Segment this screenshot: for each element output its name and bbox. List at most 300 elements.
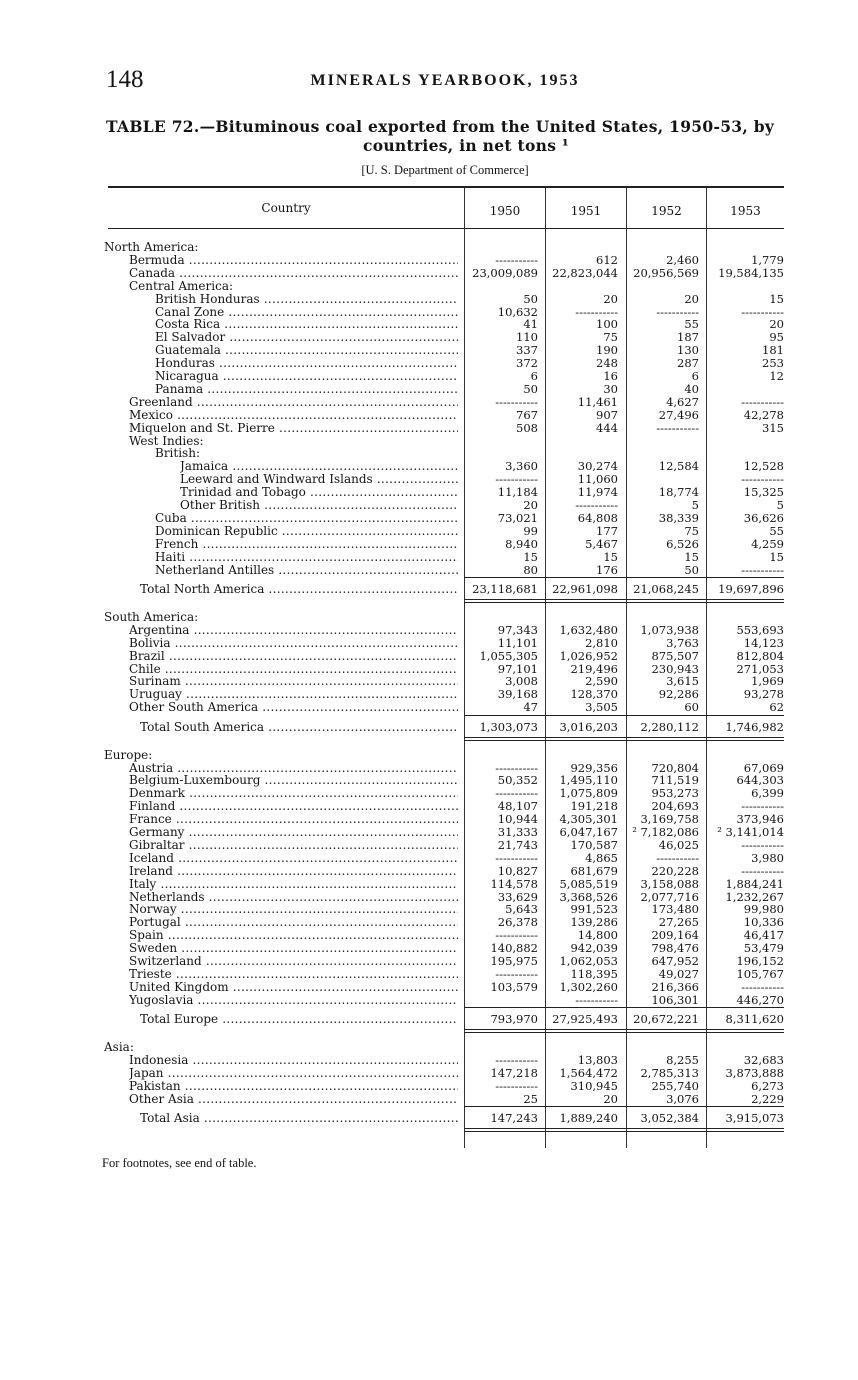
cell-1952: 209,164 bbox=[651, 928, 699, 943]
cell-1953: 1,779 bbox=[751, 252, 784, 267]
cell-1950: 15 bbox=[523, 549, 538, 564]
row-label: Greenland ..... bbox=[129, 396, 458, 409]
cell-1953: 1,746,982 bbox=[725, 719, 784, 734]
cell-1950: 99 bbox=[523, 523, 538, 538]
row-label: British Honduras ..... bbox=[155, 293, 458, 306]
cell-1950: 147,243 bbox=[490, 1111, 538, 1126]
cell-1951: ----------- bbox=[575, 498, 618, 512]
row-label: Trinidad and Tobago ..... bbox=[180, 486, 458, 499]
row-label: French ..... bbox=[155, 538, 458, 551]
total-rule-double bbox=[464, 602, 784, 603]
row-label: Nicaragua ..... bbox=[155, 370, 458, 383]
row-label: Spain ..... bbox=[129, 929, 458, 942]
cell-1950: ----------- bbox=[495, 472, 538, 487]
cell-1952: 5 bbox=[691, 498, 699, 512]
cell-1953: 181 bbox=[762, 343, 784, 358]
cell-1953: 12 bbox=[769, 369, 784, 383]
cell-1950: 41 bbox=[523, 317, 538, 332]
cell-1950: 47 bbox=[523, 700, 538, 715]
cell-1953: 1,969 bbox=[751, 674, 784, 689]
cell-1953: 8,311,620 bbox=[725, 1012, 784, 1027]
cell-1950: ----------- bbox=[495, 786, 538, 801]
total-rule-bottom bbox=[464, 1029, 784, 1030]
cell-1953: 3,915,073 bbox=[725, 1111, 784, 1126]
cell-1950: 147,218 bbox=[490, 1065, 538, 1080]
column-header-1953: 1953 bbox=[730, 204, 761, 218]
cell-1950: 11,184 bbox=[497, 485, 538, 500]
cell-1950: ----------- bbox=[495, 252, 538, 267]
cell-1952: 12,584 bbox=[658, 459, 699, 474]
cell-1953: 253 bbox=[762, 356, 784, 371]
cell-1953: 4,259 bbox=[751, 536, 784, 551]
cell-1952: 2,280,112 bbox=[640, 719, 699, 734]
row-label: Other British ..... bbox=[180, 499, 458, 512]
table-row bbox=[0, 499, 858, 512]
table-row bbox=[0, 981, 858, 994]
table-row bbox=[0, 637, 858, 650]
table-row bbox=[0, 942, 858, 955]
cell-1953: 42,278 bbox=[743, 407, 784, 422]
cell-1953: 19,697,896 bbox=[718, 581, 784, 596]
cell-1951: 310,945 bbox=[570, 1078, 618, 1093]
row-label: Leeward and Windward Islands ..... bbox=[180, 473, 458, 486]
cell-1950: 372 bbox=[516, 356, 538, 371]
cell-1951: 5,467 bbox=[585, 536, 618, 551]
cell-1951: ----------- bbox=[575, 992, 618, 1007]
table-row bbox=[0, 1080, 858, 1093]
table-row bbox=[0, 701, 858, 714]
table-row bbox=[0, 1093, 858, 1106]
total-rule-double bbox=[464, 1131, 784, 1132]
cell-1951: 1,564,472 bbox=[559, 1065, 618, 1080]
cell-1952: 18,774 bbox=[658, 485, 699, 500]
row-label: Other South America ..... bbox=[129, 701, 458, 714]
cell-1951: 991,523 bbox=[570, 902, 618, 917]
cell-1950: 23,118,681 bbox=[472, 581, 538, 596]
cell-1953: 19,584,135 bbox=[718, 265, 784, 280]
cell-1950: 97,101 bbox=[497, 661, 538, 676]
cell-1952: 38,339 bbox=[658, 510, 699, 525]
running-head: MINERALS YEARBOOK, 1953 bbox=[310, 72, 580, 89]
cell-1952: 255,740 bbox=[651, 1078, 699, 1093]
table-row bbox=[0, 306, 858, 319]
cell-1952: 1,073,938 bbox=[640, 622, 699, 637]
cell-1952: 711,519 bbox=[651, 773, 699, 788]
table-row bbox=[0, 357, 858, 370]
total-rule-double bbox=[464, 1032, 784, 1033]
table-row bbox=[0, 396, 858, 409]
cell-1953: 15 bbox=[769, 549, 784, 564]
cell-1952: ² 7,182,086 bbox=[632, 825, 699, 839]
table-row bbox=[0, 344, 858, 357]
row-label: Panama ..... bbox=[155, 383, 458, 396]
table-row bbox=[0, 852, 858, 865]
cell-1951: 75 bbox=[603, 330, 618, 345]
cell-1950: ----------- bbox=[495, 928, 538, 943]
table-row bbox=[0, 1067, 858, 1080]
cell-1950: 48,107 bbox=[497, 799, 538, 814]
cell-1951: 1,889,240 bbox=[559, 1111, 618, 1126]
cell-1950: 23,009,089 bbox=[472, 265, 538, 280]
cell-1953: 553,693 bbox=[736, 622, 784, 637]
table-header-rule bbox=[108, 228, 784, 229]
cell-1950: 1,055,305 bbox=[479, 648, 538, 663]
cell-1951: 1,302,260 bbox=[559, 979, 618, 994]
row-label: British: bbox=[155, 447, 200, 461]
cell-1952: 3,169,758 bbox=[640, 812, 699, 827]
cell-1951: 22,961,098 bbox=[552, 581, 618, 596]
cell-1951: 1,632,480 bbox=[559, 622, 618, 637]
cell-1950: 25 bbox=[523, 1091, 538, 1106]
cell-1952: 20,956,569 bbox=[633, 265, 699, 280]
cell-1953: 1,232,267 bbox=[725, 889, 784, 904]
table-title-line-2: countries, in net tons ¹ bbox=[362, 136, 570, 155]
table-title bbox=[106, 117, 786, 155]
cell-1953: 196,152 bbox=[736, 954, 784, 968]
cell-1953: ----------- bbox=[741, 394, 784, 409]
cell-1951: 3,016,203 bbox=[559, 719, 618, 734]
table-row bbox=[0, 538, 858, 551]
row-label: Finland ..... bbox=[129, 800, 458, 813]
row-label: Austria ..... bbox=[129, 762, 458, 775]
cell-1950: 10,632 bbox=[497, 304, 538, 319]
row-label: Total North America ..... bbox=[140, 582, 458, 597]
table-row bbox=[0, 460, 858, 473]
cell-1951: 444 bbox=[596, 420, 618, 435]
cell-1953: ----------- bbox=[741, 472, 784, 487]
cell-1950: 8,940 bbox=[505, 536, 538, 551]
cell-1951: 27,925,493 bbox=[552, 1012, 618, 1027]
cell-1952: 2,077,716 bbox=[640, 889, 699, 904]
cell-1953: 99,980 bbox=[743, 902, 784, 917]
table-row bbox=[0, 891, 858, 904]
cell-1952: 106,301 bbox=[651, 992, 699, 1007]
table-row bbox=[0, 865, 858, 878]
table-row bbox=[0, 663, 858, 676]
cell-1953: 5 bbox=[776, 498, 784, 512]
table-title-line-1: TABLE 72.—Bituminous coal exported from the United States, 1950-53, by bbox=[106, 117, 775, 136]
row-label: Iceland ..... bbox=[129, 852, 458, 865]
cell-1950: ----------- bbox=[495, 850, 538, 865]
cell-1953: 6,273 bbox=[751, 1078, 784, 1093]
row-label: Guatemala ..... bbox=[155, 344, 458, 357]
cell-1950: 337 bbox=[516, 343, 538, 358]
row-label: Japan ..... bbox=[129, 1067, 458, 1080]
total-rule-top bbox=[464, 1007, 784, 1008]
cell-1951: 190 bbox=[596, 343, 618, 358]
cell-1950: 1,303,073 bbox=[479, 719, 538, 734]
cell-1950: 140,882 bbox=[490, 941, 538, 956]
row-label: El Salvador ..... bbox=[155, 331, 458, 344]
row-label: Germany ..... bbox=[129, 826, 458, 839]
cell-1951: 3,505 bbox=[585, 700, 618, 715]
cell-1951: 20 bbox=[603, 291, 618, 306]
row-label: Ireland ..... bbox=[129, 865, 458, 878]
cell-1950: 73,021 bbox=[497, 510, 538, 525]
table-row bbox=[0, 839, 858, 852]
cell-1953: 3,873,888 bbox=[725, 1065, 784, 1080]
row-label: Switzerland ..... bbox=[129, 955, 458, 968]
row-label: Other Asia ..... bbox=[129, 1093, 458, 1106]
row-label: Portugal ..... bbox=[129, 916, 458, 929]
cell-1951: 15 bbox=[603, 549, 618, 564]
total-rule-double bbox=[464, 740, 784, 741]
cell-1950: 50 bbox=[523, 291, 538, 306]
cell-1953: 32,683 bbox=[743, 1053, 784, 1067]
row-label: Argentina ..... bbox=[129, 624, 458, 637]
table-row bbox=[0, 650, 858, 663]
cell-1951: 1,075,809 bbox=[559, 786, 618, 801]
cell-1952: 875,507 bbox=[651, 648, 699, 663]
row-label: Honduras ..... bbox=[155, 357, 458, 370]
cell-1951: 30 bbox=[603, 381, 618, 396]
table-row bbox=[0, 370, 858, 383]
cell-1952: 6 bbox=[691, 369, 699, 383]
column-header-1952: 1952 bbox=[651, 204, 682, 218]
table-row bbox=[0, 968, 858, 981]
cell-1951: 13,803 bbox=[577, 1053, 618, 1067]
cell-1953: ----------- bbox=[741, 863, 784, 878]
cell-1953: 14,123 bbox=[743, 635, 784, 650]
cell-1950: 103,579 bbox=[490, 979, 538, 994]
cell-1953: 10,336 bbox=[743, 915, 784, 930]
total-row bbox=[0, 582, 858, 597]
row-label: Yugoslavia ..... bbox=[129, 994, 458, 1007]
cell-1952: ----------- bbox=[656, 850, 699, 865]
row-label: Europe: bbox=[104, 748, 153, 762]
row-label: Bolivia ..... bbox=[129, 637, 458, 650]
row-label: Surinam ..... bbox=[129, 675, 458, 688]
cell-1953: ----------- bbox=[741, 304, 784, 319]
row-label: Central America: bbox=[129, 279, 234, 293]
cell-1953: 373,946 bbox=[736, 812, 784, 827]
row-label: Denmark ..... bbox=[129, 787, 458, 800]
row-label: Total Europe ..... bbox=[140, 1012, 458, 1027]
cell-1950: 33,629 bbox=[497, 889, 538, 904]
cell-1951: 5,085,519 bbox=[559, 876, 618, 891]
cell-1951: 191,218 bbox=[570, 799, 618, 814]
cell-1953: 67,069 bbox=[743, 760, 784, 775]
cell-1953: 105,767 bbox=[736, 966, 784, 981]
cell-1952: 6,526 bbox=[666, 536, 699, 551]
cell-1951: 11,461 bbox=[577, 394, 618, 409]
row-label: Canal Zone ..... bbox=[155, 306, 458, 319]
cell-1952: 204,693 bbox=[651, 799, 699, 814]
total-rule-top bbox=[464, 715, 784, 716]
cell-1951: 176 bbox=[596, 562, 618, 577]
cell-1953: 55 bbox=[769, 523, 784, 538]
row-label: Dominican Republic ..... bbox=[155, 525, 458, 538]
table-row bbox=[0, 994, 858, 1007]
cell-1953: 812,804 bbox=[736, 648, 784, 663]
section-heading-row bbox=[0, 749, 858, 762]
cell-1951: 170,587 bbox=[570, 837, 618, 852]
table-row bbox=[0, 564, 858, 577]
row-label: Costa Rica ..... bbox=[155, 318, 458, 331]
cell-1952: 4,627 bbox=[666, 394, 699, 409]
table-row bbox=[0, 254, 858, 267]
table-row bbox=[0, 409, 858, 422]
cell-1953: 6,399 bbox=[751, 786, 784, 801]
cell-1950: 10,827 bbox=[497, 863, 538, 878]
cell-1952: 220,228 bbox=[651, 863, 699, 878]
row-label: Netherlands ..... bbox=[129, 891, 458, 904]
row-label: Gibraltar ..... bbox=[129, 839, 458, 852]
cell-1952: 187 bbox=[677, 330, 699, 345]
cell-1951: 20 bbox=[603, 1091, 618, 1106]
table-row bbox=[0, 525, 858, 538]
cell-1951: 11,974 bbox=[577, 485, 618, 500]
row-label: United Kingdom ..... bbox=[129, 981, 458, 994]
cell-1950: 31,333 bbox=[497, 825, 538, 839]
table-row bbox=[0, 267, 858, 280]
cell-1951: 942,039 bbox=[570, 941, 618, 956]
total-rule-top bbox=[464, 1106, 784, 1107]
table-row bbox=[0, 955, 858, 968]
cell-1953: 315 bbox=[762, 420, 784, 435]
row-label: Belgium-Luxembourg ..... bbox=[129, 774, 458, 787]
cell-1951: 128,370 bbox=[570, 687, 618, 702]
total-rule-top bbox=[464, 577, 784, 578]
table-row bbox=[0, 473, 858, 486]
table-row bbox=[0, 383, 858, 396]
cell-1952: 230,943 bbox=[651, 661, 699, 676]
cell-1950: 110 bbox=[516, 330, 538, 345]
cell-1950: 114,578 bbox=[490, 876, 538, 891]
cell-1951: 3,368,526 bbox=[559, 889, 618, 904]
cell-1950: 10,944 bbox=[497, 812, 538, 827]
cell-1953: ----------- bbox=[741, 837, 784, 852]
cell-1953: 95 bbox=[769, 330, 784, 345]
cell-1952: 2,785,313 bbox=[640, 1065, 699, 1080]
cell-1950: ----------- bbox=[495, 394, 538, 409]
cell-1951: 100 bbox=[596, 317, 618, 332]
cell-1952: 173,480 bbox=[651, 902, 699, 917]
table-row bbox=[0, 787, 858, 800]
table-row bbox=[0, 800, 858, 813]
cell-1952: 20 bbox=[684, 291, 699, 306]
row-label: South America: bbox=[104, 610, 199, 624]
cell-1950: 767 bbox=[516, 407, 538, 422]
cell-1951: 219,496 bbox=[570, 661, 618, 676]
cell-1952: 130 bbox=[677, 343, 699, 358]
table-row bbox=[0, 878, 858, 891]
cell-1951: 1,062,053 bbox=[559, 954, 618, 968]
cell-1951: 1,026,952 bbox=[559, 648, 618, 663]
row-label: Trieste ..... bbox=[129, 968, 458, 981]
cell-1951: 118,395 bbox=[570, 966, 618, 981]
cell-1950: 3,008 bbox=[505, 674, 538, 689]
table-row bbox=[0, 688, 858, 701]
section-heading-row bbox=[0, 435, 858, 448]
row-label: North America: bbox=[104, 241, 199, 254]
table-row bbox=[0, 916, 858, 929]
cell-1950: ----------- bbox=[495, 760, 538, 775]
cell-1950: ----------- bbox=[495, 1053, 538, 1067]
cell-1952: ----------- bbox=[656, 420, 699, 435]
cell-1951: 16 bbox=[603, 369, 618, 383]
cell-1952: ----------- bbox=[656, 304, 699, 319]
cell-1952: 15 bbox=[684, 549, 699, 564]
table-row bbox=[0, 774, 858, 787]
cell-1953: 15,325 bbox=[743, 485, 784, 500]
footnote: For footnotes, see end of table. bbox=[102, 1156, 257, 1170]
cell-1952: 55 bbox=[684, 317, 699, 332]
total-rule-bottom bbox=[464, 737, 784, 738]
table-top-rule bbox=[108, 186, 784, 188]
table-row bbox=[0, 512, 858, 525]
cell-1953: 2,229 bbox=[751, 1091, 784, 1106]
cell-1951: 139,286 bbox=[570, 915, 618, 930]
section-heading-row bbox=[0, 447, 858, 460]
cell-1953: ----------- bbox=[741, 799, 784, 814]
cell-1951: 4,305,301 bbox=[559, 812, 618, 827]
cell-1950: 50 bbox=[523, 381, 538, 396]
table-row bbox=[0, 486, 858, 499]
row-label: Jamaica ..... bbox=[180, 460, 458, 473]
table-row bbox=[0, 331, 858, 344]
table-row bbox=[0, 903, 858, 916]
cell-1953: ----------- bbox=[741, 979, 784, 994]
total-rule-bottom bbox=[464, 1128, 784, 1129]
cell-1950: 97,343 bbox=[497, 622, 538, 637]
table-row bbox=[0, 826, 858, 839]
cell-1950: 20 bbox=[523, 498, 538, 512]
row-label: Netherland Antilles ..... bbox=[155, 564, 458, 577]
total-rule-bottom bbox=[464, 599, 784, 600]
table-row bbox=[0, 551, 858, 564]
cell-1950: 5,643 bbox=[505, 902, 538, 917]
cell-1950: 50,352 bbox=[497, 773, 538, 788]
cell-1951: 612 bbox=[596, 252, 618, 267]
cell-1952: 60 bbox=[684, 700, 699, 715]
row-label: Cuba ..... bbox=[155, 512, 458, 525]
cell-1951: 30,274 bbox=[577, 459, 618, 474]
cell-1951: 11,060 bbox=[577, 472, 618, 487]
cell-1950: 39,168 bbox=[497, 687, 538, 702]
cell-1952: 798,476 bbox=[651, 941, 699, 956]
table-row bbox=[0, 929, 858, 942]
row-label: Bermuda ..... bbox=[129, 254, 458, 267]
cell-1953: 12,528 bbox=[743, 459, 784, 474]
cell-1951: 907 bbox=[596, 407, 618, 422]
cell-1953: 15 bbox=[769, 291, 784, 306]
total-row bbox=[0, 1012, 858, 1027]
cell-1952: 50 bbox=[684, 562, 699, 577]
total-row bbox=[0, 720, 858, 735]
row-label: Miquelon and St. Pierre ..... bbox=[129, 422, 458, 435]
cell-1951: 14,800 bbox=[577, 928, 618, 943]
cell-1951: 177 bbox=[596, 523, 618, 538]
cell-1950: 80 bbox=[523, 562, 538, 577]
row-label: Pakistan ..... bbox=[129, 1080, 458, 1093]
cell-1950: 26,378 bbox=[497, 915, 538, 930]
cell-1950: 793,970 bbox=[490, 1012, 538, 1027]
row-label: Norway ..... bbox=[129, 903, 458, 916]
row-label: Brazil ..... bbox=[129, 650, 458, 663]
cell-1952: 8,255 bbox=[666, 1053, 699, 1067]
cell-1951: 22,823,044 bbox=[552, 265, 618, 280]
column-header-1951: 1951 bbox=[570, 204, 602, 218]
cell-1951: 6,047,167 bbox=[559, 825, 618, 839]
cell-1951: 248 bbox=[596, 356, 618, 371]
cell-1952: 647,952 bbox=[651, 954, 699, 968]
row-label: Asia: bbox=[104, 1041, 134, 1055]
cell-1953: 53,479 bbox=[743, 941, 784, 956]
row-label: Chile ..... bbox=[129, 663, 458, 676]
table-row bbox=[0, 293, 858, 306]
cell-1952: 953,273 bbox=[651, 786, 699, 801]
